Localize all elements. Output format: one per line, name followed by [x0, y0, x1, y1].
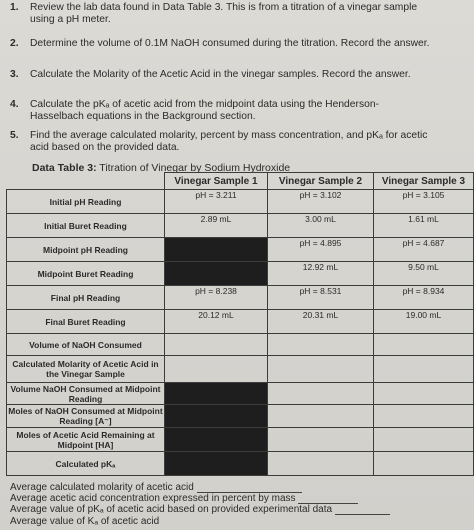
table-row — [7, 238, 474, 262]
question-text: Review the lab data found in Data Table 3. This is from a titration of a vinegar sample using a pH meter. — [30, 2, 418, 25]
table-row — [7, 190, 474, 214]
table-row — [7, 310, 474, 334]
question-5 — [10, 130, 430, 154]
column-header: Vinegar Sample 3 — [374, 173, 474, 190]
table-row — [7, 383, 474, 405]
table-cell[interactable] — [165, 356, 268, 383]
table-cell[interactable]: 2.89 mL — [165, 214, 268, 238]
row-label: Midpoint pH Reading — [7, 238, 165, 262]
data-table-3 — [6, 172, 474, 476]
table-cell[interactable]: 20.12 mL — [165, 310, 268, 334]
table-row — [7, 405, 474, 428]
footer-line-1 — [10, 482, 302, 493]
blacked-out-cell — [165, 452, 268, 476]
table-cell[interactable] — [374, 405, 474, 428]
row-label: Final pH Reading — [7, 286, 165, 310]
footer-label: Average acetic acid concentration expressed in percent by mass — [10, 493, 296, 504]
table-row — [7, 428, 474, 452]
table-cell[interactable] — [268, 428, 374, 452]
question-text: Determine the volume of 0.1M NaOH consumed during the titration. Record the answer. — [30, 38, 430, 49]
table-cell[interactable] — [374, 356, 474, 383]
table-row — [7, 334, 474, 356]
table-cell[interactable] — [374, 428, 474, 452]
table-caption-text: Titration of Vinegar by Sodium Hydroxide — [96, 162, 291, 174]
answer-blank[interactable] — [335, 505, 390, 515]
question-1 — [10, 2, 430, 26]
row-label: Midpoint Buret Reading — [7, 262, 165, 286]
table-cell[interactable]: pH = 8.531 — [268, 286, 374, 310]
footer-label: Average value of pKₐ of acetic acid based on provided experimental data — [10, 504, 333, 515]
table-cell[interactable] — [374, 452, 474, 476]
table-cell[interactable]: pH = 8.934 — [374, 286, 474, 310]
row-label: Calculated pKₐ — [7, 452, 165, 476]
row-label: Moles of Acetic Acid Remaining at Midpoint [HA] — [7, 428, 165, 452]
table-cell[interactable]: pH = 4.687 — [374, 238, 474, 262]
table-row — [7, 452, 474, 476]
column-header: Vinegar Sample 2 — [268, 173, 374, 190]
table-cell[interactable]: 9.50 mL — [374, 262, 474, 286]
question-number: 1. — [10, 2, 19, 13]
footer-line-2 — [10, 493, 358, 504]
blacked-out-cell — [165, 383, 268, 405]
footer-line-4 — [10, 516, 159, 527]
table-cell[interactable]: 12.92 mL — [268, 262, 374, 286]
table-row — [7, 262, 474, 286]
table-cell[interactable] — [165, 334, 268, 356]
table-cell[interactable] — [268, 405, 374, 428]
footer-label: Average calculated molarity of acetic acid — [10, 482, 194, 493]
row-label: Volume NaOH Consumed at Midpoint Reading — [7, 383, 165, 405]
blacked-out-cell — [165, 428, 268, 452]
footer-label: Average value of Kₐ of acetic acid — [10, 516, 160, 527]
table-cell[interactable]: pH = 3.211 — [165, 190, 268, 214]
footer-line-3 — [10, 504, 390, 515]
table-cell[interactable]: 3.00 mL — [268, 214, 374, 238]
row-label: Initial pH Reading — [7, 190, 165, 214]
table-cell[interactable]: 20.31 mL — [268, 310, 374, 334]
row-label: Initial Buret Reading — [7, 214, 165, 238]
question-number: 4. — [10, 99, 19, 110]
answer-blank[interactable] — [197, 483, 302, 493]
row-label: Final Buret Reading — [7, 310, 165, 334]
question-number: 5. — [10, 130, 19, 141]
table-cell[interactable] — [268, 383, 374, 405]
header-blank-cell — [7, 173, 165, 190]
blacked-out-cell — [165, 238, 268, 262]
table-cell[interactable] — [374, 334, 474, 356]
table-cell[interactable] — [268, 452, 374, 476]
table-row — [7, 356, 474, 383]
blacked-out-cell — [165, 405, 268, 428]
table-cell[interactable] — [374, 383, 474, 405]
question-text: Calculate the pKₐ of acetic acid from the midpoint data using the Henderson-Hasselbach equations in the Background section. — [30, 99, 379, 122]
table-cell[interactable]: pH = 3.105 — [374, 190, 474, 214]
table-caption-title: Data Table 3: — [32, 162, 97, 174]
question-3 — [10, 69, 430, 93]
blacked-out-cell — [165, 262, 268, 286]
table-cell[interactable]: 1.61 mL — [374, 214, 474, 238]
table-cell[interactable]: pH = 3.102 — [268, 190, 374, 214]
table-cell[interactable] — [268, 356, 374, 383]
row-label: Calculated Molarity of Acetic Acid in the Vinegar Sample — [7, 356, 165, 383]
question-text: Calculate the Molarity of the Acetic Acid in the vinegar samples. Record the answer. — [30, 69, 411, 80]
question-4 — [10, 99, 430, 123]
table-row — [7, 214, 474, 238]
answer-blank[interactable] — [298, 494, 358, 504]
table-cell[interactable]: pH = 4.895 — [268, 238, 374, 262]
table-cell[interactable]: pH = 8.238 — [165, 286, 268, 310]
row-label: Volume of NaOH Consumed — [7, 334, 165, 356]
question-number: 2. — [10, 38, 19, 49]
table-cell[interactable]: 19.00 mL — [374, 310, 474, 334]
column-header: Vinegar Sample 1 — [165, 173, 268, 190]
table-header-row — [7, 173, 474, 190]
row-label: Moles of NaOH Consumed at Midpoint Reading [A⁻] — [8, 406, 163, 426]
table-row — [7, 286, 474, 310]
question-number: 3. — [10, 69, 19, 80]
question-2 — [10, 38, 430, 62]
table-cell[interactable] — [268, 334, 374, 356]
question-text: Find the average calculated molarity, percent by mass concentration, and pKₐ for acetic acid based on the provided data. — [30, 130, 428, 153]
